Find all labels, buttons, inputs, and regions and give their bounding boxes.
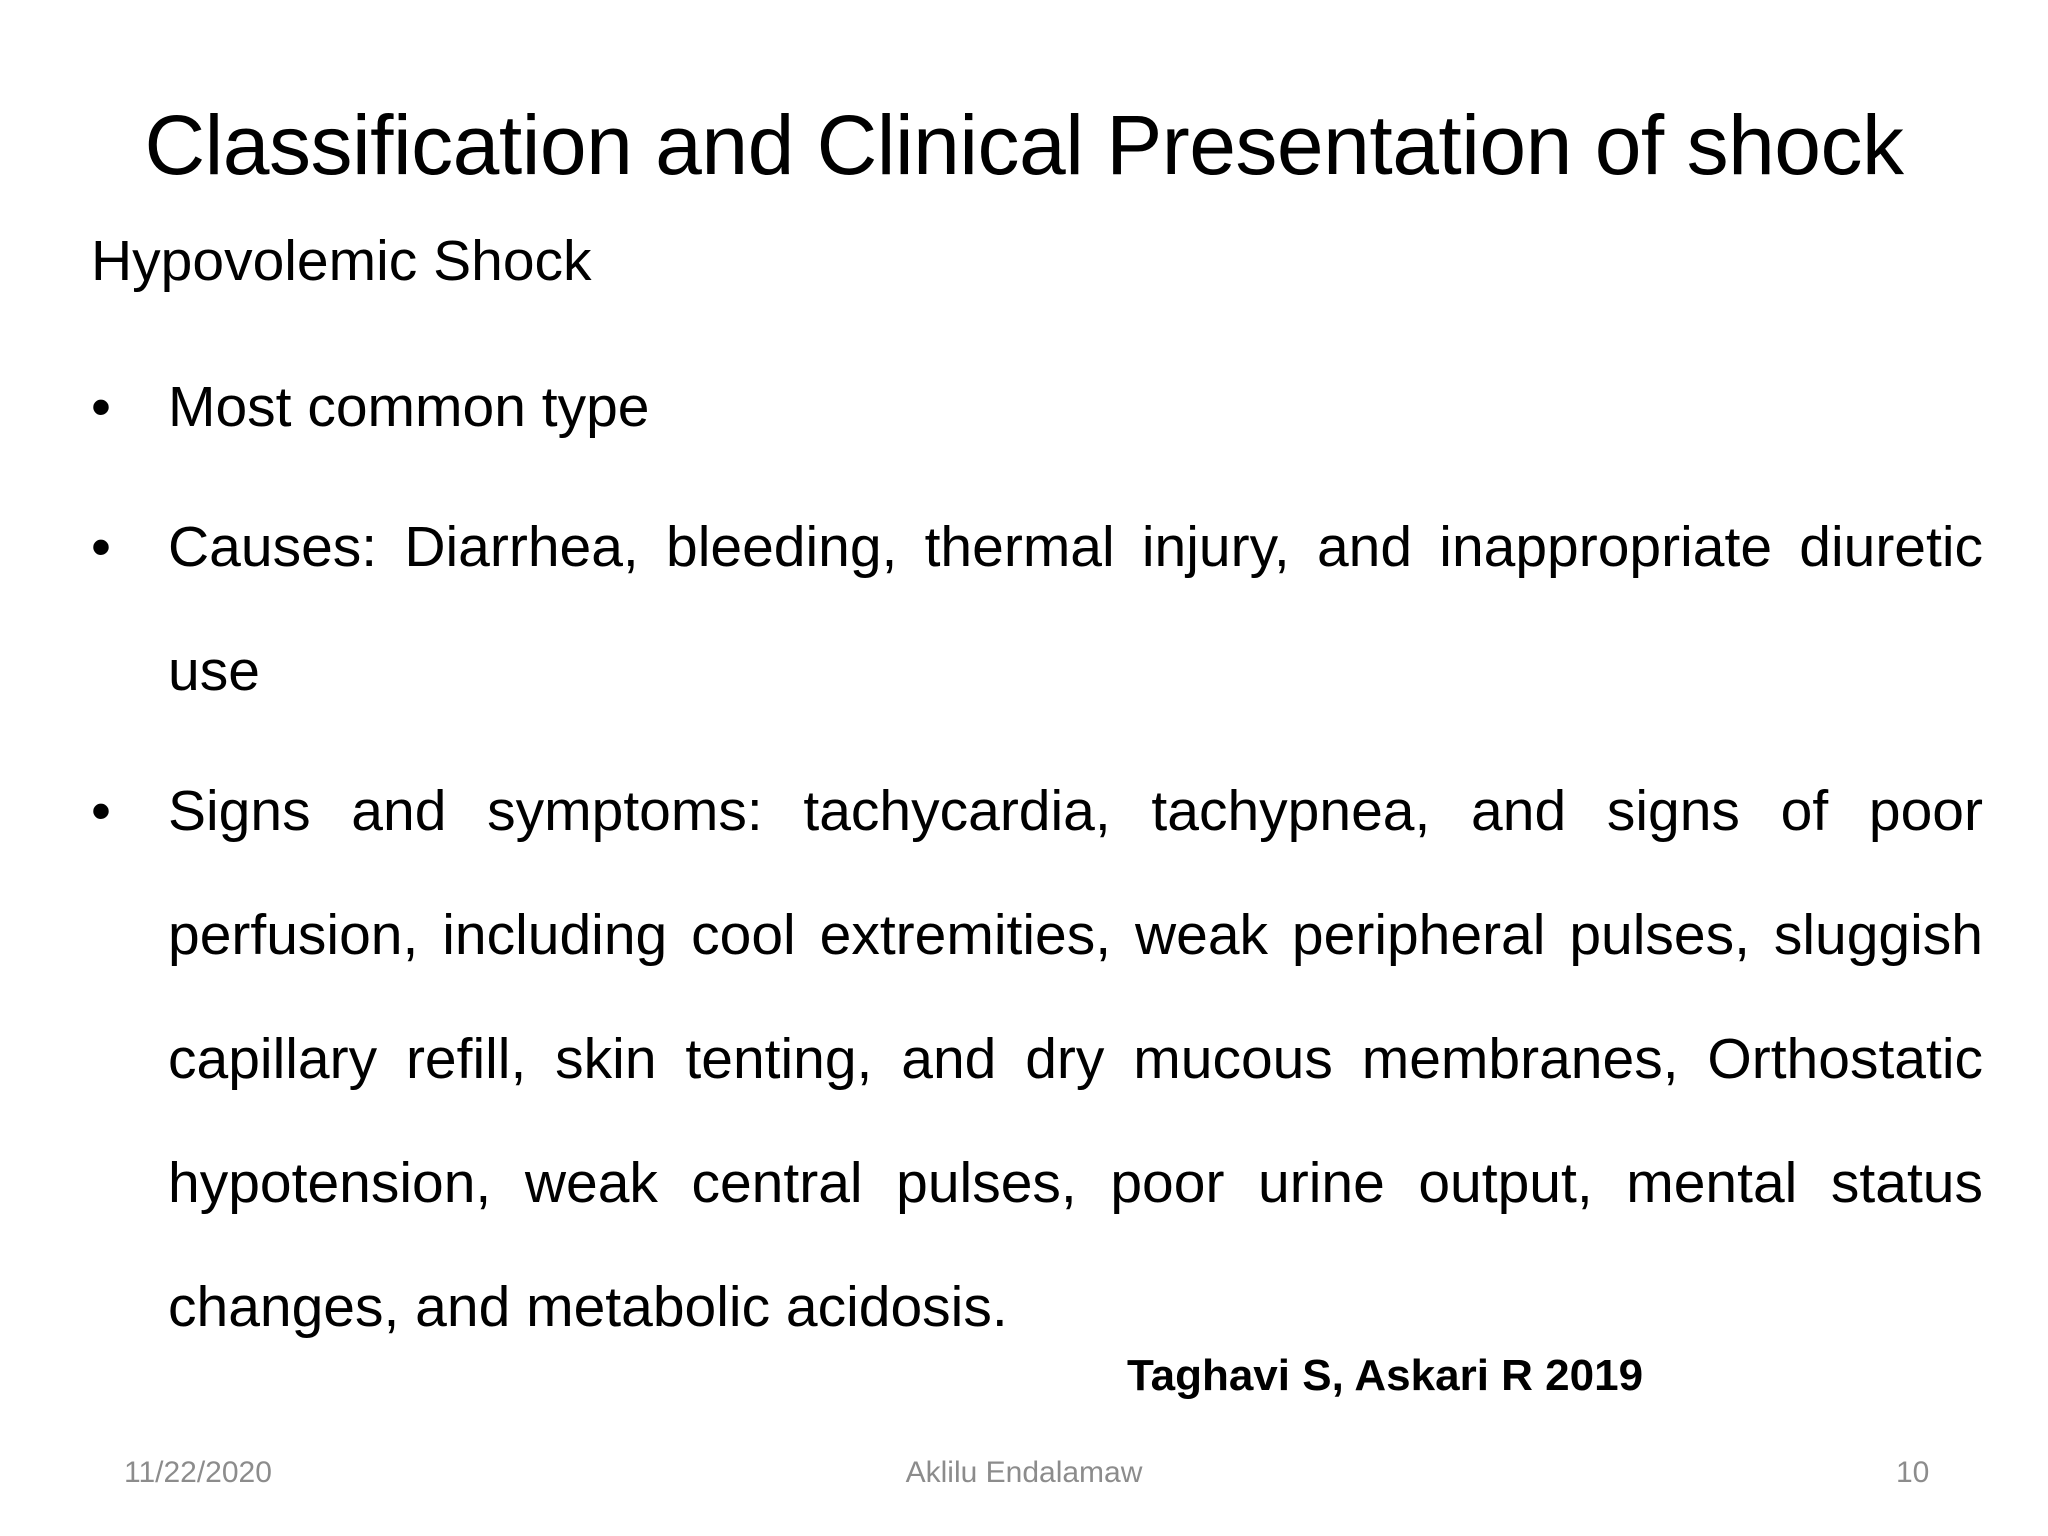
slide-subtitle: Hypovolemic Shock <box>91 229 592 293</box>
bullet-item-signs-symptoms <box>91 749 1983 1369</box>
bullet-item-most-common <box>91 345 1983 469</box>
bullet-item-causes <box>91 485 1983 733</box>
footer-page-number: 10 <box>1896 1456 1930 1489</box>
footer-author: Aklilu Endalamaw <box>905 1456 1143 1489</box>
bullet-text: Causes: Diarrhea, bleeding, thermal injury, and inappropriate diuretic use <box>168 515 1983 703</box>
bullet-marker: • <box>91 375 111 439</box>
bullet-marker: • <box>91 515 111 579</box>
footer-date: 11/22/2020 <box>124 1456 272 1489</box>
bullet-list <box>91 345 1983 1385</box>
slide-title: Classification and Clinical Presentation of shock <box>144 98 1904 192</box>
bullet-text: Most common type <box>168 375 650 439</box>
bullet-marker: • <box>91 779 111 843</box>
bullet-text: Signs and symptoms: tachycardia, tachypnea, and signs of poor perfusion, including cool extremities, weak peripheral pulses, sluggish capillary refill, skin tenting, and dry mucous membranes, Orthostatic hypotension, weak central pulses, poor urine output, mental status changes, and metabolic acidosis. <box>168 779 1983 1339</box>
citation: Taghavi S, Askari R 2019 <box>1127 1351 1644 1400</box>
